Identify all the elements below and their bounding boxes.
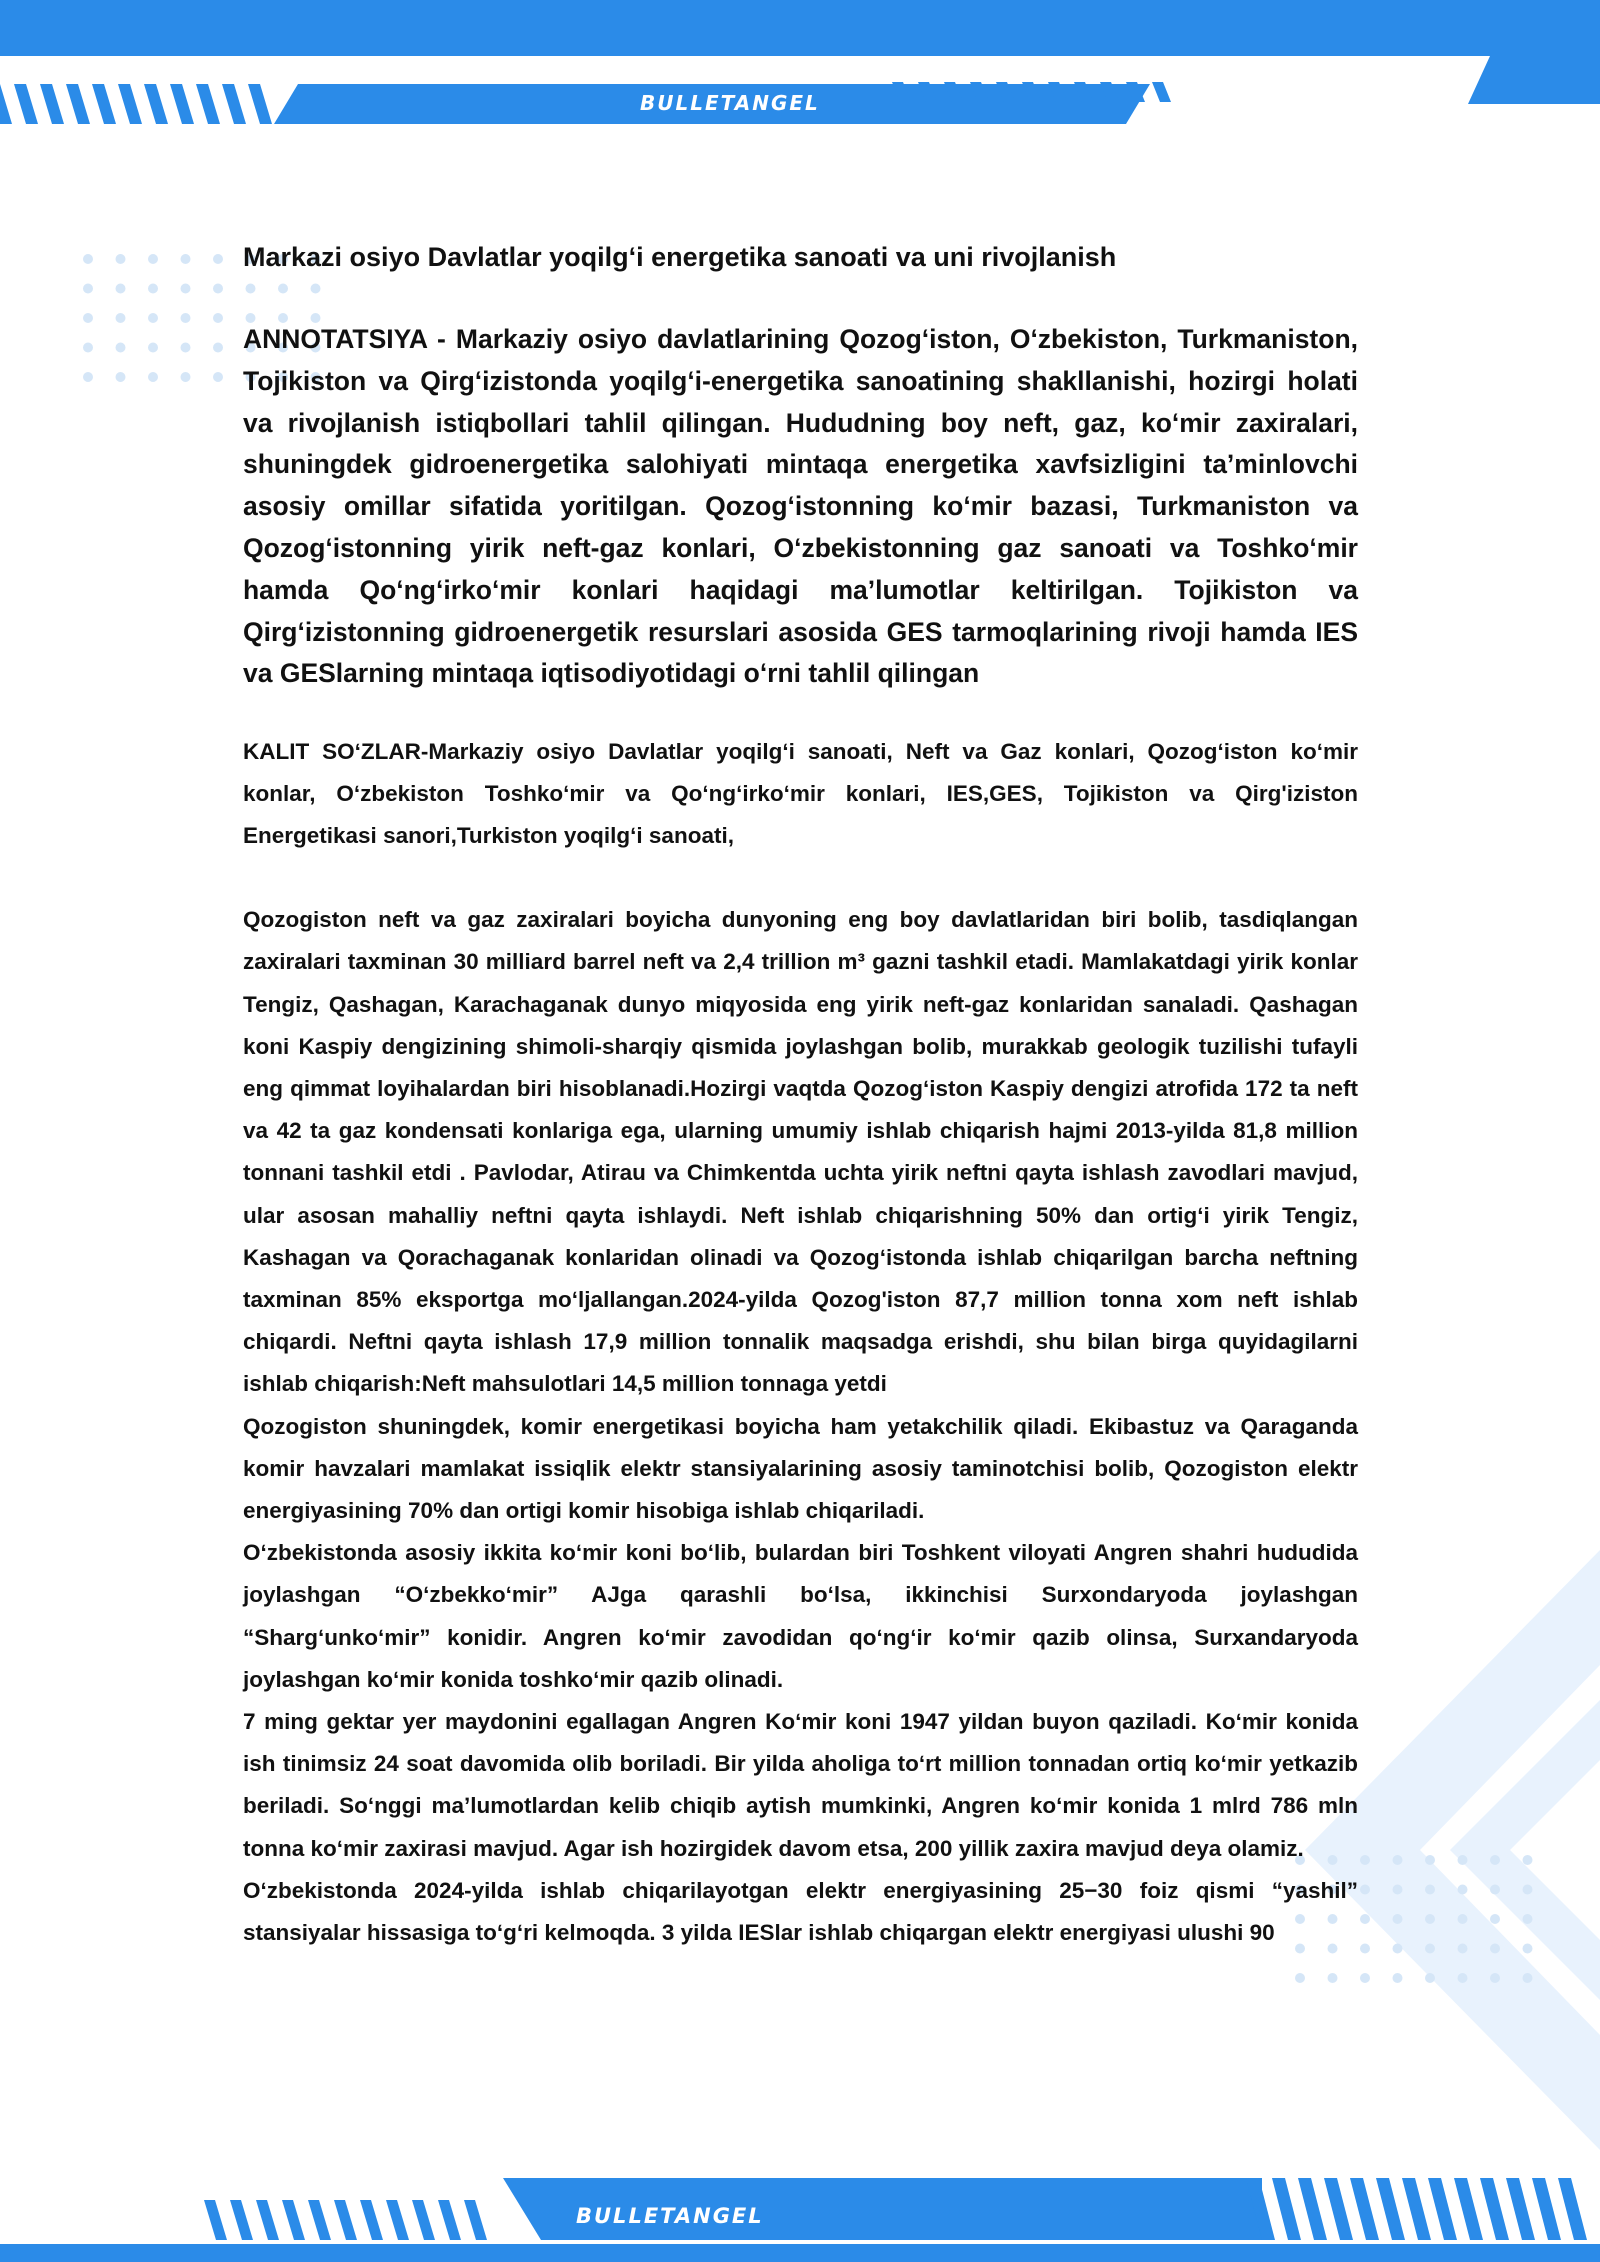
stripe (248, 84, 272, 124)
dot (116, 254, 126, 264)
stripe (118, 84, 142, 124)
stripe (360, 2200, 383, 2240)
dot (1425, 1914, 1435, 1924)
stripe (230, 2200, 253, 2240)
stripe (1532, 2178, 1561, 2240)
dot (1523, 1914, 1533, 1924)
dot (1425, 1944, 1435, 1954)
dot (1458, 1914, 1468, 1924)
stripe (1428, 2178, 1457, 2240)
dot (1425, 1885, 1435, 1895)
stripe (66, 84, 90, 124)
dot (1393, 1944, 1403, 1954)
dot (1393, 1914, 1403, 1924)
dot (1295, 1973, 1305, 1983)
header-logo: BULLETANGEL (640, 91, 820, 115)
footer-band (0, 2178, 1600, 2262)
stripe (196, 84, 220, 124)
dot (83, 284, 93, 294)
stripe (308, 2200, 331, 2240)
dot (148, 343, 158, 353)
body-paragraph: 7 ming gektar yer maydonini egallagan Angren Koʻmir koni 1947 yildan buyon qaziladi. Koʻmir konida ish tinimsiz 24 soat davomida olib boriladi. Bir yilda aholiga toʻrt million tonnadan ortiq koʻmir yetkazib beriladi. Soʻnggi maʼlumotlardan kelib chiqib aytish mumkinki, Angren koʻmir konida 1 mlrd 786 mln tonna koʻmir zaxirasi mavjud. Agar ish hozirgidek davom etsa, 200 yillik zaxira mavjud deya olamiz. (243, 1709, 1358, 1861)
stripe (92, 84, 116, 124)
dot (1458, 1973, 1468, 1983)
dot (1490, 1973, 1500, 1983)
stripe (144, 84, 168, 124)
dot (1393, 1973, 1403, 1983)
stripe (0, 84, 12, 124)
dot (148, 284, 158, 294)
dot (1490, 1944, 1500, 1954)
dot (83, 313, 93, 323)
dot (181, 372, 191, 382)
stripe (464, 2200, 487, 2240)
footer-logo: BULLETANGEL (576, 2204, 764, 2228)
dot (1458, 1855, 1468, 1865)
dot (83, 343, 93, 353)
dot (181, 284, 191, 294)
dot (1490, 1914, 1500, 1924)
dot (116, 343, 126, 353)
stripe (1402, 2178, 1431, 2240)
dot (1360, 1973, 1370, 1983)
stripe (14, 84, 38, 124)
dot (1490, 1885, 1500, 1895)
stripe (40, 84, 64, 124)
stripe (222, 84, 246, 124)
stripe (334, 2200, 357, 2240)
dot (1523, 1973, 1533, 1983)
dot (1458, 1885, 1468, 1895)
stripe (412, 2200, 435, 2240)
dot (1360, 1855, 1370, 1865)
annotation-paragraph: ANNOTATSIYA - Markaziy osiyo davlatlarining Qozogʻiston, Oʻzbekiston, Turkmaniston, Tojikiston va Qirgʻizistonda yoqilgʻi-energetika sanoatining shakllanishi, hozirgi holati va rivojlanish istiqbollari tahlil qilingan. Hududning boy neft, gaz, koʻmir zaxiralari, shuningdek gidroenergetika salohiyati mintaqa energetika xavfsizligini taʼminlovchi asosiy omillar sifatida yoritilgan. Qozogʻistonning koʻmir bazasi, Turkmaniston va Qozogʻistonning yirik neft-gaz konlari, Oʻzbekistonning gaz sanoati va Toshkoʻmir hamda Qoʻngʻirkoʻmir konlari haqidagi maʼlumotlar keltirilgan. Tojikiston va Qirgʻizistonning gidroenergetik resurslari asosida GES tarmoqlarining rivoji hamda IES va GESlarning mintaqa iqtisodiyotidagi oʻrni tahlil qilingan (243, 324, 1358, 689)
article-title: Markazi osiyo Davlatlar yoqilgʻi energetika sanoati va uni rivojlanish (243, 242, 1117, 272)
body-paragraph: Oʻzbekistonda 2024-yilda ishlab chiqarilayotgan elektr energiyasining 25−30 foiz qismi “yashil” stansiyalar hissasiga toʻgʻri kelmoqda. 3 yilda IESlar ishlab chiqargan elektr energiyasi ulushi 90 (243, 1877, 1358, 1946)
stripe (170, 84, 194, 124)
dot (116, 313, 126, 323)
body-paragraph: Oʻzbekistonda asosiy ikkita koʻmir koni boʻlib, bulardan biri Toshkent viloyati Angren shahri hududida joylashgan “Oʻzbekkoʻmir” AJga qarashli boʻlsa, ikkinchisi Surxondaryoda joylashgan “Shargʻunkoʻmir” konidir. Angren koʻmir zavodidan qoʻngʻir koʻmir qazib olinsa, Surxandaryoda joylashgan koʻmir konida toshkoʻmir qazib olinadi. (243, 1540, 1358, 1692)
dot (213, 343, 223, 353)
dot (1523, 1855, 1533, 1865)
stripe (282, 2200, 305, 2240)
dot (116, 372, 126, 382)
dot (213, 313, 223, 323)
dot (1393, 1885, 1403, 1895)
stripe (1454, 2178, 1483, 2240)
stripe (1324, 2178, 1353, 2240)
dot (213, 254, 223, 264)
dot (148, 254, 158, 264)
stripe (1350, 2178, 1379, 2240)
dot (181, 343, 191, 353)
dot (1360, 1885, 1370, 1895)
dot (1425, 1855, 1435, 1865)
stripe (386, 2200, 409, 2240)
dot (213, 372, 223, 382)
stripe (204, 2200, 227, 2240)
stripe (1272, 2178, 1301, 2240)
stripe (1480, 2178, 1509, 2240)
stripe (1558, 2178, 1587, 2240)
dot (83, 254, 93, 264)
dot (213, 284, 223, 294)
dot (1360, 1944, 1370, 1954)
stripe (438, 2200, 461, 2240)
dot (1458, 1944, 1468, 1954)
dot (1425, 1973, 1435, 1983)
stripe (256, 2200, 279, 2240)
body-paragraph: Qozogiston neft va gaz zaxiralari boyicha dunyoning eng boy davlatlaridan biri bolib, tasdiqlangan zaxiralari taxminan 30 milliard barrel neft va 2,4 trillion m³ gazni tashkil etadi. Mamlakatdagi yirik konlar Tengiz, Qashagan, Karachaganak dunyo miqyosida eng yirik neft-gaz konlaridan sanaladi. Qashagan koni Kaspiy dengizining shimoli-sharqiy qismida joylashgan bolib, murakkab geologik tuzilishi tufayli eng qimmat loyihalardan biri hisoblanadi.Hozirgi vaqtda Qozogʻiston Kaspiy dengizi atrofida 172 ta neft va 42 ta gaz kondensati konlariga ega, ularning umumiy ishlab chiqarish hajmi 2013-yilda 81,8 million tonnani tashkil etdi . Pavlodar, Atirau va Chimkentda uchta yirik neftni qayta ishlash zavodlari mavjud, ular asosan mahalliy neftni qayta ishlaydi. Neft ishlab chiqarishning 50% dan ortigʻi yirik Tengiz, Kashagan va Qorachaganak konlaridan olinadi va Qozogʻistonda ishlab chiqarilgan barcha neftning taxminan 85% eksportga moʻljallangan.2024-yilda Qozog'iston 87,7 million tonna xom neft ishlab chiqardi. Neftni qayta ishlash 17,9 million tonnalik maqsadga erishdi, shu bilan birga quyidagilarni ishlab chiqarish:Neft mahsulotlari 14,5 million tonnaga yetdi (243, 907, 1358, 1397)
dot (1490, 1855, 1500, 1865)
dot (148, 372, 158, 382)
dot (181, 313, 191, 323)
dot (1523, 1944, 1533, 1954)
keywords-paragraph: KALIT SOʻZLAR-Markaziy osiyo Davlatlar yoqilgʻi sanoati, Neft va Gaz konlari, Qozogʻiston koʻmir konlar, Oʻzbekiston Toshkoʻmir va Qoʻngʻirkoʻmir konlari, IES,GES, Tojikiston va Qirg'iziston Energetikasi sanori,Turkiston yoqilgʻi sanoati, (243, 739, 1358, 849)
stripe (1298, 2178, 1327, 2240)
dot (83, 372, 93, 382)
stripe (1152, 82, 1171, 102)
stripe (1376, 2178, 1405, 2240)
dot (1328, 1973, 1338, 1983)
body-paragraph: Qozogiston shuningdek, komir energetikasi boyicha ham yetakchilik qiladi. Ekibastuz va Qaraganda komir havzalari mamlakat issiqlik elektr stansiyalarining asosiy taminotchisi bolib, Qozogiston elektr energiyasining 70% dan ortigi komir hisobiga ishlab chiqariladi. (243, 1413, 1358, 1524)
dot (148, 313, 158, 323)
dot (1360, 1914, 1370, 1924)
dot (116, 284, 126, 294)
dot (1523, 1885, 1533, 1895)
stripe (1506, 2178, 1535, 2240)
dot (1393, 1855, 1403, 1865)
dot (181, 254, 191, 264)
article (243, 237, 1358, 1954)
